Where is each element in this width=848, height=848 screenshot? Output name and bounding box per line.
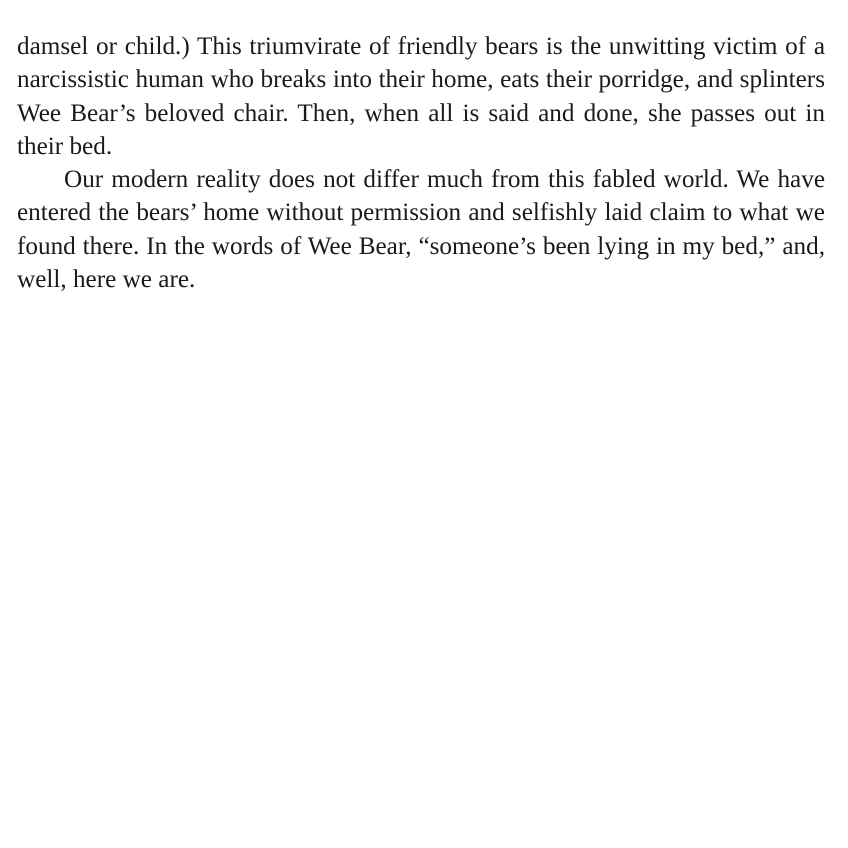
page-body: [17, 30, 825, 296]
paragraph-modern-reality: Our modern reality does not differ much from this fabled world. We have entered the bears’ home without permission and selfishly laid claim to what we found there. In the words of Wee Bear, “someone’s been lying in my bed,” and, well, here we are.: [17, 166, 825, 294]
paragraph-continuation: damsel or child.) This triumvirate of friendly bears is the unwitting victim of a narcissistic human who breaks into their home, eats their porridge, and splinters Wee Bear’s beloved chair. Then, when all is said and done, she passes out in their bed.: [17, 33, 825, 160]
